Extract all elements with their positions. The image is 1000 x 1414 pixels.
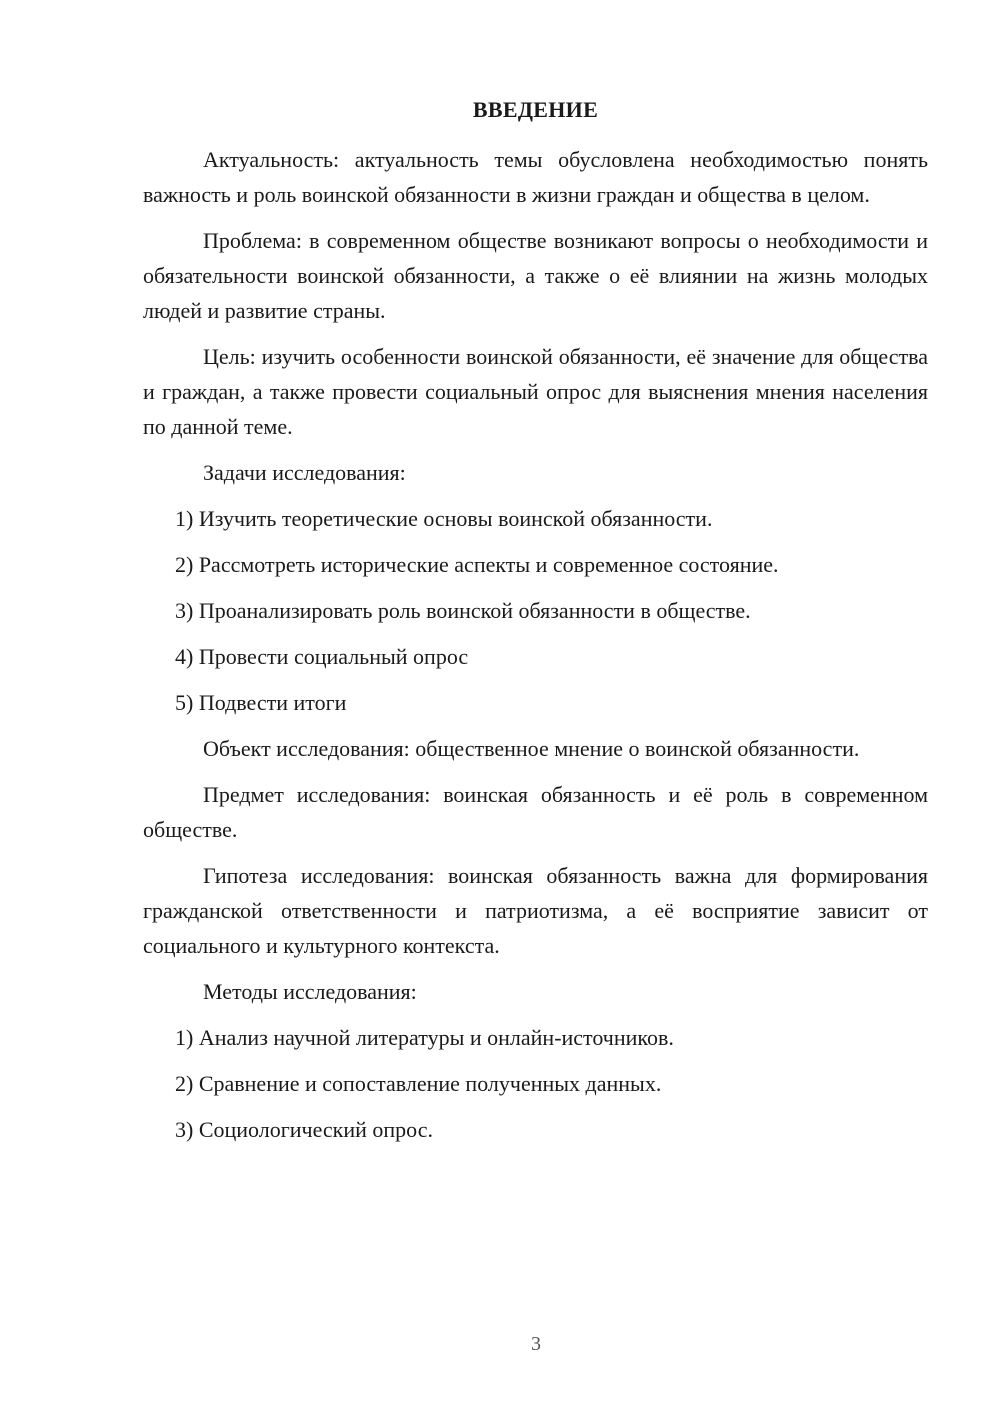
tasks-list [143,501,928,720]
task-item: 3) Проанализировать роль воинской обязанности в обществе. [175,598,751,623]
method-item: 3) Социологический опрос. [175,1117,433,1142]
page-title: ВВЕДЕНИЕ [472,97,599,122]
goal-paragraph: Цель: изучить особенности воинской обязанности, её значение для общества и граждан, а также провести социальный опрос для выяснения мнения населения по данной теме. [143,344,928,439]
relevance-paragraph: Актуальность: актуальность темы обусловлена необходимостью понять важность и роль воинской обязанности в жизни граждан и общества в целом. [143,147,928,207]
method-item: 1) Анализ научной литературы и онлайн-источников. [175,1025,674,1050]
task-item: 1) Изучить теоретические основы воинской обязанности. [175,506,713,531]
methods-list [143,1020,928,1147]
task-item: 4) Провести социальный опрос [175,644,469,669]
object-paragraph: Объект исследования: общественное мнение о воинской обязанности. [203,736,860,761]
document-page [143,96,928,1158]
tasks-title: Задачи исследования: [203,460,406,485]
task-item: 5) Подвести итоги [175,690,347,715]
subject-paragraph: Предмет исследования: воинская обязанность и её роль в современном обществе. [143,782,928,842]
hypothesis-paragraph: Гипотеза исследования: воинская обязанность важна для формирования гражданской ответственности и патриотизма, а её восприятие зависит от социального и культурного контекста. [143,863,928,958]
methods-title: Методы исследования: [203,979,417,1004]
method-item: 2) Сравнение и сопоставление полученных данных. [175,1071,662,1096]
task-item: 2) Рассмотреть исторические аспекты и современное состояние. [175,552,779,577]
problem-paragraph: Проблема: в современном обществе возникают вопросы о необходимости и обязательности воинской обязанности, а также о её влиянии на жизнь молодых людей и развитие страны. [143,228,928,323]
page-number: 3 [531,1333,541,1355]
